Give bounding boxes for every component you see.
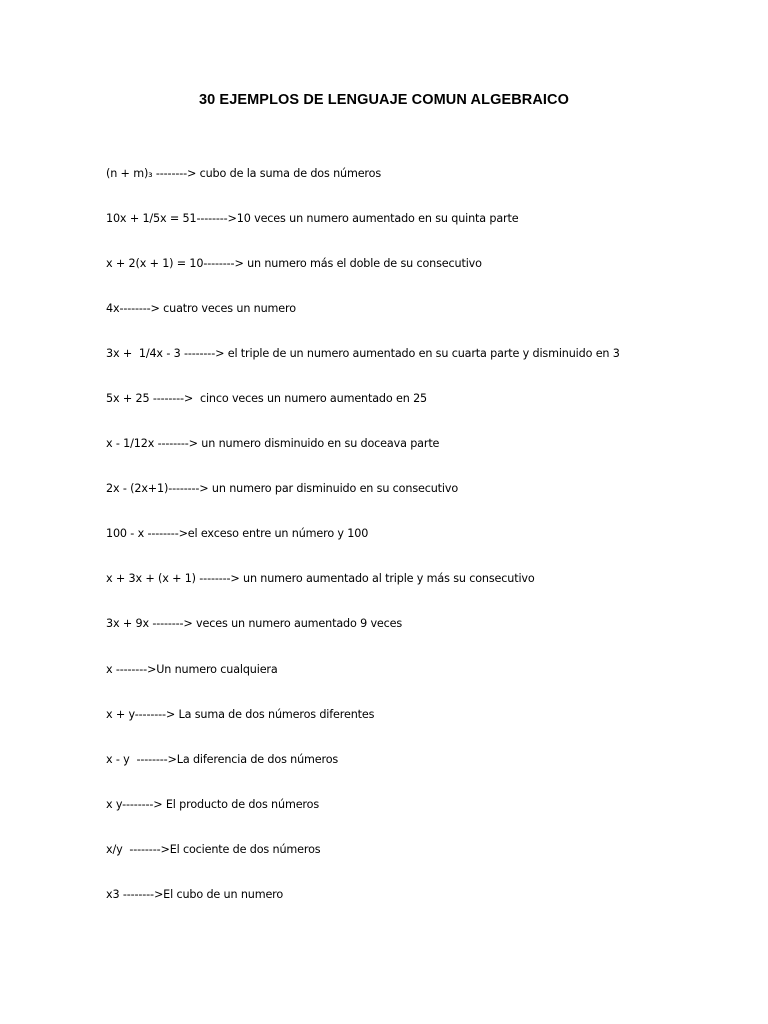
example-line: x - 1/12x --------> un numero disminuido en su doceava parte	[106, 437, 440, 451]
example-line: x + 3x + (x + 1) --------> un numero aumentado al triple y más su consecutivo	[106, 572, 535, 586]
example-line: x/y -------->El cociente de dos números	[106, 842, 321, 856]
example-line: 3x + 9x --------> veces un numero aumentado 9 veces	[106, 617, 403, 631]
example-line: x - y -------->La diferencia de dos números	[106, 752, 339, 766]
examples-list	[106, 165, 620, 931]
example-line: x + 2(x + 1) = 10--------> un numero más el doble de su consecutivo	[106, 257, 482, 271]
example-line: 10x + 1/5x = 51-------->10 veces un numero aumentado en su quinta parte	[106, 212, 519, 226]
example-line: 4x--------> cuatro veces un numero	[106, 302, 296, 316]
example-line: 3x + 1/4x - 3 --------> el triple de un numero aumentado en su cuarta parte y disminuido en 3	[106, 347, 620, 361]
document-title: 30 EJEMPLOS DE LENGUAJE COMUN ALGEBRAICO	[198, 92, 570, 108]
example-line: x + y--------> La suma de dos números diferentes	[106, 707, 375, 721]
example-line: (n + m)₃ --------> cubo de la suma de dos números	[106, 167, 382, 180]
example-line: x3 -------->El cubo de un numero	[106, 887, 284, 901]
example-line: 2x - (2x+1)--------> un numero par disminuido en su consecutivo	[106, 482, 459, 496]
example-line: 5x + 25 --------> cinco veces un numero aumentado en 25	[106, 392, 428, 406]
example-line: x y--------> El producto de dos números	[106, 797, 319, 811]
example-line: 100 - x -------->el exceso entre un número y 100	[106, 527, 369, 541]
example-line: x -------->Un numero cualquiera	[106, 662, 278, 676]
